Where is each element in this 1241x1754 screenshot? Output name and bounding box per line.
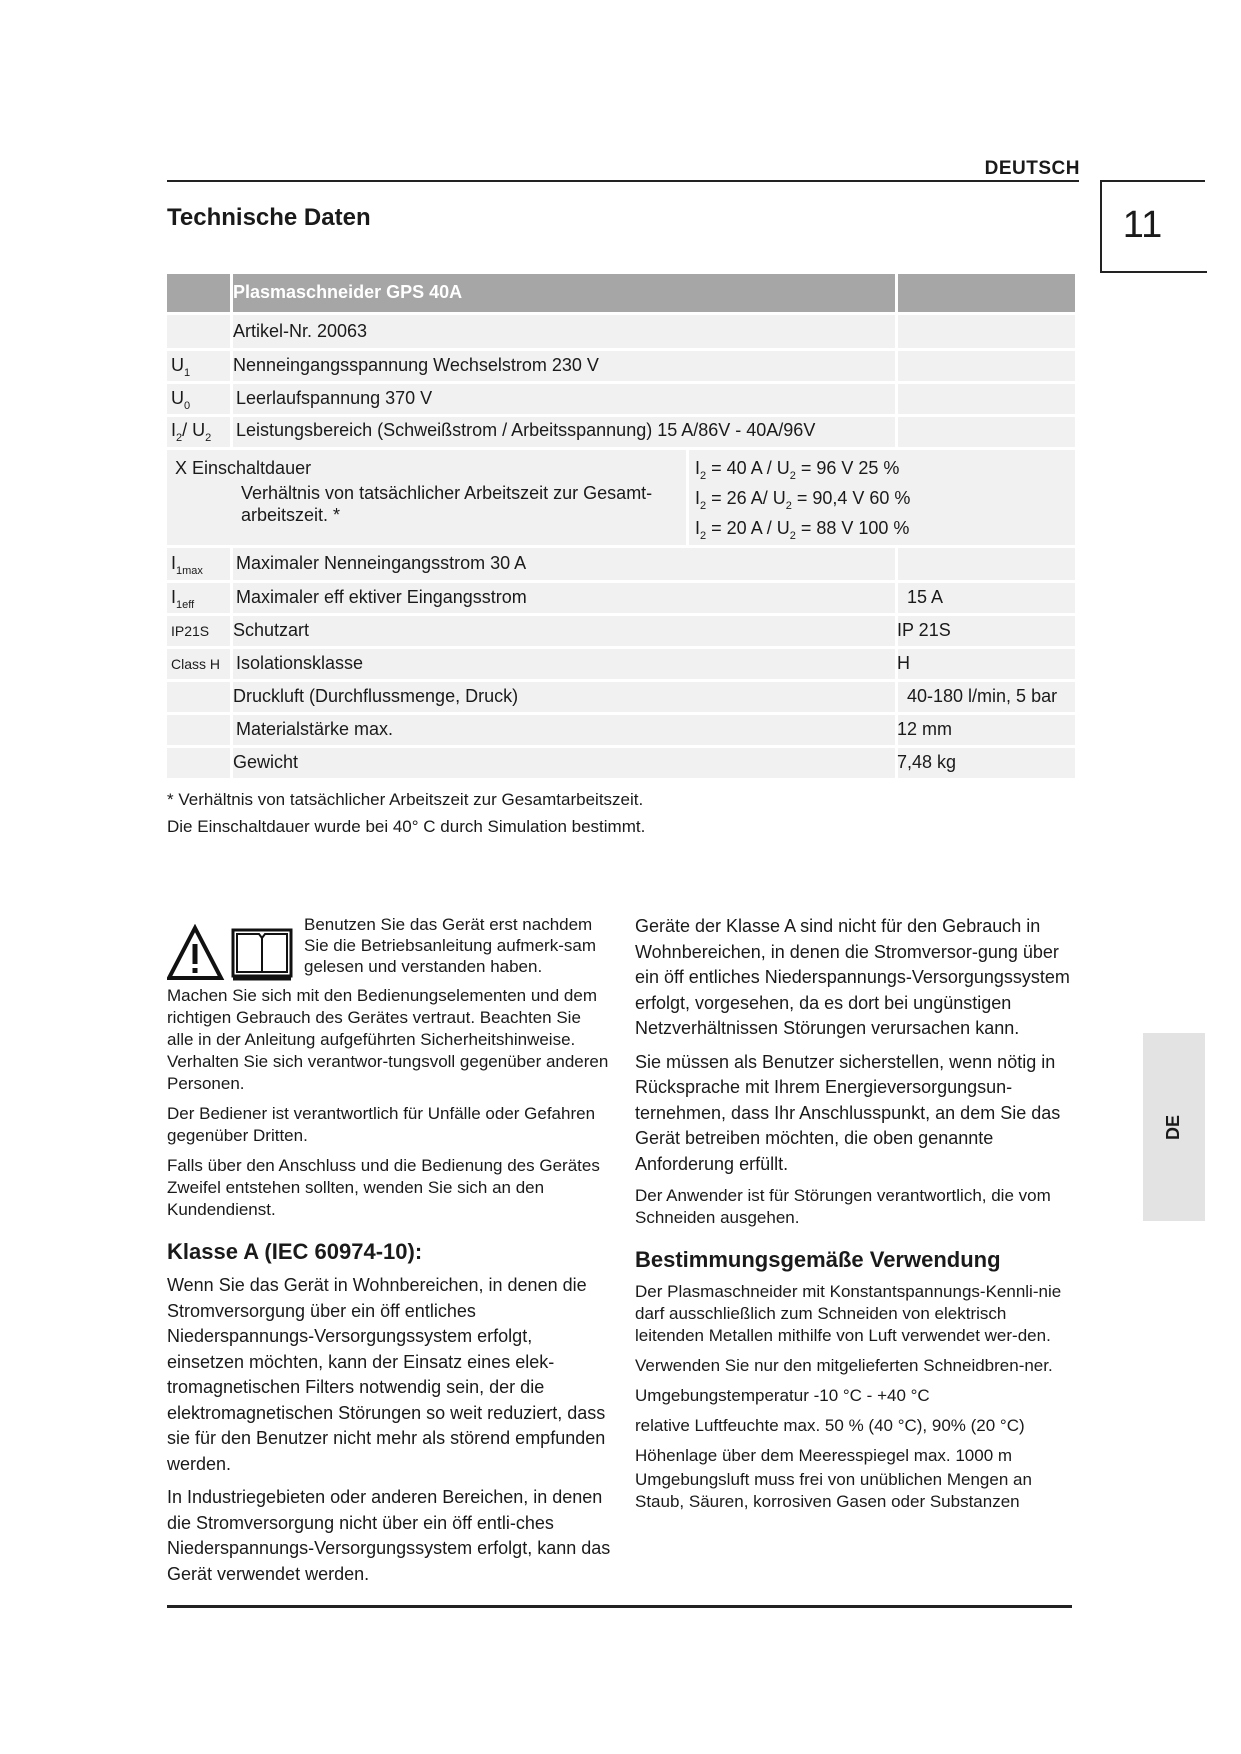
row-label: Leistungsbereich (Schweißstrom / Arbeitsspannung) 15 A/86V - 40A/96V bbox=[236, 420, 816, 440]
footnote bbox=[167, 786, 645, 840]
row-symbol: $U_1$ bbox=[171, 355, 191, 379]
paragraph: Der Bediener ist verantwortlich für Unfälle oder Gefahren gegenüber Dritten. bbox=[167, 1104, 596, 1145]
paragraph: Verwenden Sie nur den mitgelieferten Schneidbren-ner. bbox=[635, 1356, 1053, 1375]
table-row bbox=[167, 417, 1075, 450]
language-header: DEUTSCH bbox=[984, 158, 1080, 179]
warning-manual-icon bbox=[167, 924, 297, 984]
heading-class-a: Klasse A (IEC 60974-10): bbox=[167, 1239, 423, 1264]
paragraph: Höhenlage über dem Meeresspiegel max. 1000 m bbox=[635, 1446, 1013, 1465]
paragraph: Umgebungsluft muss frei von unüblichen Mengen an Staub, Säuren, korrosiven Gasen oder Substanzen bbox=[635, 1470, 1032, 1511]
table-row bbox=[167, 682, 1075, 715]
article-number: Artikel-Nr. 20063 bbox=[233, 321, 368, 341]
table-row bbox=[167, 748, 1075, 781]
row-label: Maximaler Nenneingangsstrom 30 A bbox=[236, 553, 527, 573]
row-symbol: $I_2/$ $U_2$ bbox=[171, 420, 212, 444]
row-label: Isolationsklasse bbox=[236, 653, 364, 673]
duty-cycle-label: X Einschaltdauer bbox=[175, 458, 312, 478]
duty-cycle-value: $I_2 = 20$ $A / U_2 = 88$ V 100 % bbox=[695, 518, 910, 542]
row-label: Nenneingangsspannung Wechselstrom 230 V bbox=[233, 355, 599, 375]
paragraph: Falls über den Anschluss und die Bedienung des Gerätes Zweifel entstehen sollten, wenden Sie sich an den Kundendienst. bbox=[167, 1156, 600, 1219]
paragraph: Umgebungstemperatur -10 °C - +40 °C bbox=[635, 1386, 930, 1405]
table-row bbox=[167, 315, 1075, 351]
row-label: Leerlaufspannung 370 V bbox=[236, 388, 433, 408]
spec-table-title: Plasmaschneider GPS 40A bbox=[233, 282, 463, 302]
footer-rule bbox=[167, 1605, 1072, 1608]
page-number: 11 bbox=[1122, 204, 1163, 246]
paragraph: In Industriegebieten oder anderen Bereichen, in denen die Stromversorgung nicht über ein öff entli-ches Niederspannungs-Versorgungssystem erfolgt, kann das Gerät verwendet werden. bbox=[167, 1487, 611, 1584]
row-label: Druckluft (Durchflussmenge, Druck) bbox=[233, 686, 519, 706]
row-label: Gewicht bbox=[233, 752, 299, 772]
row-value: IP 21S bbox=[897, 620, 951, 640]
paragraph: Sie müssen als Benutzer sicherstellen, wenn nötig in Rücksprache mit Ihrem Energieversorgungsun-ternehmen, dass Ihr Anschlusspunkt, an dem Sie das Gerät betreiben möchten, die oben genannte Anforderung erfüllt. bbox=[635, 1051, 1061, 1174]
table-row bbox=[167, 616, 1075, 649]
table-row bbox=[167, 583, 1075, 616]
row-label: Maximaler eff ektiver Eingangsstrom bbox=[236, 587, 527, 607]
row-symbol: Class H bbox=[171, 656, 221, 672]
right-column bbox=[635, 914, 1075, 1521]
table-row bbox=[167, 715, 1075, 748]
footnote-line: * Verhältnis von tatsächlicher Arbeitszeit zur Gesamtarbeitszeit. bbox=[167, 790, 644, 809]
table-row bbox=[167, 384, 1075, 417]
side-tab-text: DE bbox=[1163, 1114, 1184, 1140]
table-row bbox=[167, 649, 1075, 682]
left-column bbox=[167, 914, 612, 1595]
paragraph: Geräte der Klasse A sind nicht für den Gebrauch in Wohnbereichen, in denen die Stromversor-gung über ein öff entliches Niederspannungs-Versorgungssystem erfolgt, vorgesehen, da es dort bei ungünstigen Netzverhältnissen Störungen verursachen kann. bbox=[635, 916, 1070, 1038]
row-symbol: $I_{1eff}$ bbox=[171, 587, 195, 611]
heading-intended-use: Bestimmungsgemäße Verwendung bbox=[635, 1247, 1001, 1272]
row-symbol: $I_{1max}$ bbox=[171, 553, 203, 577]
row-value: 7,48 kg bbox=[897, 752, 957, 772]
row-symbol: $U_0$ bbox=[171, 388, 191, 412]
section-title: Technische Daten bbox=[167, 204, 371, 231]
language-side-tab-label bbox=[1143, 1033, 1205, 1221]
paragraph: Machen Sie sich mit den Bedienungselementen und dem richtigen Gebrauch des Gerätes vertraut. Beachten Sie alle in der Anleitung aufgeführten Sicherheitshinweise. Verhalten Sie sich verantwor-tungsvoll gegenüber anderen Personen. bbox=[167, 986, 609, 1093]
duty-cycle-value: $I_2 = 40$ $A / U_2 = 96$ V 25 % bbox=[695, 458, 900, 482]
row-value: 12 mm bbox=[897, 719, 953, 739]
duty-cycle-value: $I_2 = 26$ A/ $U_2 = 90,4$ V 60 % bbox=[695, 488, 911, 512]
row-symbol: IP21S bbox=[171, 623, 210, 639]
row-label: Schutzart bbox=[233, 620, 310, 640]
paragraph: relative Luftfeuchte max. 50 % (40 °C), 90% (20 °C) bbox=[635, 1416, 1025, 1435]
header-rule bbox=[167, 180, 1079, 182]
paragraph: Wenn Sie das Gerät in Wohnbereichen, in denen die Stromversorgung über ein öff entliches Niederspannungs-Versorgungssystem erfolgt, einsetzen möchten, kann der Einsatz eines elek-tromagnetischen Filters notwendig sein, der die elektromagnetischen Störungen so weit reduziert, dass sie für den Benutzer nicht mehr als störend empfunden werden. bbox=[167, 1275, 606, 1474]
duty-cycle-row bbox=[167, 450, 1075, 548]
table-row bbox=[167, 351, 1075, 384]
footnote-line: Die Einschaltdauer wurde bei 40° C durch Simulation bestimmt. bbox=[167, 817, 646, 836]
paragraph: Der Anwender ist für Störungen verantwortlich, die vom Schneiden ausgehen. bbox=[635, 1186, 1051, 1227]
row-label: Materialstärke max. bbox=[236, 719, 394, 739]
table-row bbox=[167, 548, 1075, 583]
spec-table-header bbox=[167, 274, 1075, 315]
duty-cycle-description: Verhältnis von tatsächlicher Arbeitszeit zur Gesamt-arbeitszeit. * bbox=[241, 483, 653, 525]
spec-table bbox=[167, 274, 1075, 781]
paragraph: Der Plasmaschneider mit Konstantspannungs-Kennli-nie darf ausschließlich zum Schneiden von elektrisch leitenden Metallen mithilfe von Luft verwendet wer-den. bbox=[635, 1282, 1062, 1345]
warning-text: Benutzen Sie das Gerät erst nachdem Sie die Betriebsanleitung aufmerk-sam gelesen und verstanden haben. bbox=[304, 915, 596, 976]
row-value: 15 A bbox=[907, 587, 944, 607]
row-value: 40-180 l/min, 5 bar bbox=[907, 686, 1058, 706]
row-value: H bbox=[897, 653, 910, 673]
